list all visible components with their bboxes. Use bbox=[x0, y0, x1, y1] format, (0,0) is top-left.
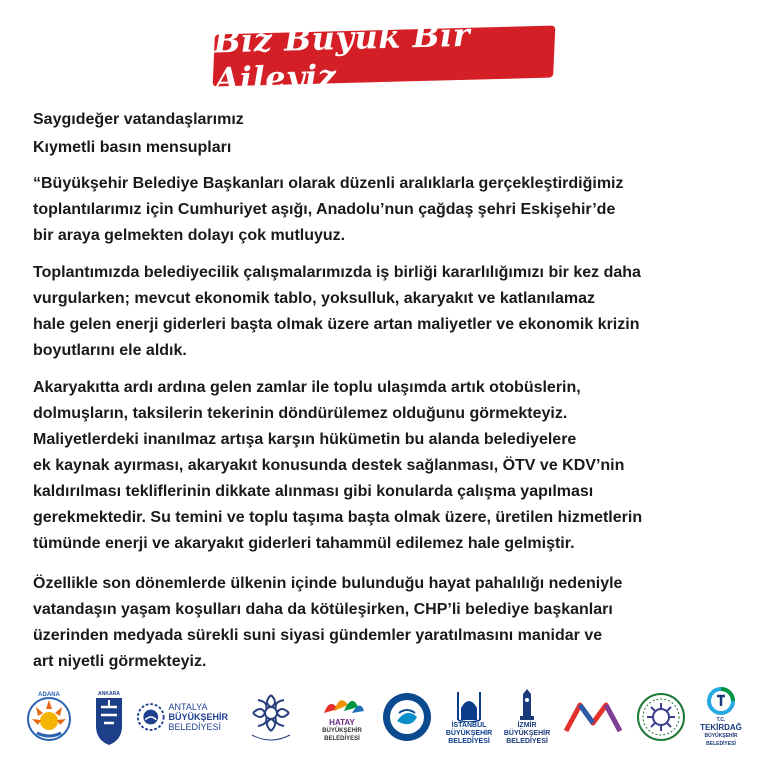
adana-emblem-icon bbox=[26, 687, 72, 747]
slogan-text: Biz Büyük Bir Aileyiz bbox=[213, 15, 471, 99]
tekirdag-logo bbox=[696, 684, 746, 750]
antalya-logo bbox=[136, 684, 228, 750]
salutation-line: Saygıdeğer vatandaşlarımız bbox=[33, 111, 244, 128]
istanbul-name: İSTANBUL bbox=[451, 722, 487, 729]
text-line: kaldırılması tekliflerinin dikkate alınması gibi konularda çalışma yapılması bbox=[33, 483, 594, 500]
ankara-emblem-icon bbox=[92, 687, 126, 747]
izmir-subtitle: BÜYÜKŞEHİR bbox=[503, 730, 551, 737]
slogan-banner bbox=[213, 15, 554, 99]
paragraph-2 bbox=[33, 260, 733, 364]
text-line: hale gelen enerji giderleri başta olmak üzere artan maliyetler ve ekonomik krizin bbox=[33, 316, 640, 333]
antalya-subtitle: BÜYÜKŞEHİR bbox=[168, 712, 228, 722]
text-line: vurgularken; mevcut ekonomik tablo, yoksulluk, akaryakıt ve katlanılamaz bbox=[33, 290, 595, 307]
izmir-logo bbox=[500, 684, 554, 750]
hatay-logo bbox=[310, 684, 374, 750]
text-line: toplantılarımız için Cumhuriyet aşığı, Anadolu’nun çağdaş şehri Eskişehir’de bbox=[33, 201, 616, 218]
ankara-logo bbox=[92, 684, 126, 750]
tekirdag-prefix: T.C. bbox=[716, 717, 726, 723]
mersin-m-icon bbox=[562, 697, 624, 737]
mersin-logo bbox=[560, 684, 626, 750]
izmir-clocktower-icon bbox=[517, 688, 537, 722]
ornament-circle-icon bbox=[636, 692, 686, 742]
adana-logo bbox=[26, 684, 72, 750]
text-line: Maliyetlerdeki inanılmaz artışa karşın hükümetin bu alanda belediyelere bbox=[33, 431, 577, 448]
tekirdag-name: TEKİRDAĞ bbox=[700, 723, 742, 732]
paragraph-4 bbox=[33, 571, 733, 675]
ankara-label: ANKARA bbox=[98, 691, 120, 697]
antalya-subtitle2: BELEDİYESİ bbox=[168, 722, 222, 732]
text-line: Özellikle son dönemlerde ülkenin içinde bulunduğu hayat pahalılığı nedeniyle bbox=[33, 575, 623, 592]
swirl-ornament-icon bbox=[246, 689, 296, 745]
text-line: dolmuşların, taksilerin tekerinin döndürülemez olduğunu görmekteyiz. bbox=[33, 405, 568, 422]
istanbul-mosque-icon bbox=[454, 688, 484, 722]
adana-label: ADANA bbox=[38, 692, 60, 698]
antalya-name: ANTALYA bbox=[168, 702, 208, 712]
text-line: Toplantımızda belediyecilik çalışmalarımızda iş birliği kararlılığımızı bir kez daha bbox=[33, 264, 641, 281]
municipality-logos bbox=[0, 684, 768, 754]
izmir-name: İZMİR bbox=[517, 722, 537, 729]
press-statement bbox=[33, 106, 733, 675]
tekirdag-emblem-icon bbox=[707, 686, 735, 716]
hatay-name: HATAY bbox=[329, 718, 355, 727]
text-line: vatandaşın yaşam koşulları daha da kötüleşirken, CHP’li belediye başkanları bbox=[33, 601, 613, 618]
text-line: gerekmektedir. Su temini ve toplu taşıma başta olmak üzere, üretilen hizmetlerin bbox=[33, 509, 643, 526]
hatay-subtitle: BÜYÜKŞEHİR BELEDİYESİ bbox=[322, 728, 362, 742]
antalya-sun-icon bbox=[136, 700, 165, 734]
paragraph-3 bbox=[33, 375, 733, 557]
tekirdag-subtitle: BÜYÜKŞEHİR BELEDİYESİ bbox=[704, 733, 738, 747]
text-line: boyutlarını ele aldık. bbox=[33, 342, 187, 359]
salutation-line: Kıymetli basın mensupları bbox=[33, 139, 232, 156]
text-line: üzerinden medyada sürekli suni siyasi gündemler yaratılmasını manidar ve bbox=[33, 627, 603, 644]
izmir-subtitle2: BELEDİYESİ bbox=[506, 738, 548, 745]
text-line: tümünde enerji ve akaryakıt giderleri tahammül edilemez hale gelmiştir. bbox=[33, 535, 575, 552]
istanbul-subtitle: BÜYÜKŞEHİR bbox=[445, 730, 493, 737]
hatay-leaves-icon bbox=[314, 691, 370, 719]
istanbul-subtitle2: BELEDİYESİ bbox=[448, 738, 490, 745]
text-line: “Büyükşehir Belediye Başkanları olarak düzenli aralıklarla gerçekleştirdiğimiz bbox=[33, 175, 624, 192]
tunceli-logo bbox=[634, 684, 688, 750]
istanbul-logo bbox=[444, 684, 494, 750]
text-line: bir araya gelmekten dolayı çok mutluyuz. bbox=[33, 227, 346, 244]
text-line: Akaryakıtta ardı ardına gelen zamlar ile toplu ulaşımda artık otobüslerin, bbox=[33, 379, 581, 396]
eskisehir-logo bbox=[380, 684, 434, 750]
text-line: art niyetli görmekteyiz. bbox=[33, 653, 207, 670]
mersin-ornament-logo bbox=[246, 684, 296, 750]
eskisehir-circle-icon bbox=[381, 691, 433, 743]
salutation bbox=[33, 106, 733, 162]
paragraph-1 bbox=[33, 171, 733, 249]
text-line: ek kaynak ayırması, akaryakıt konusunda destek sağlanması, ÖTV ve KDV’nin bbox=[33, 457, 625, 474]
